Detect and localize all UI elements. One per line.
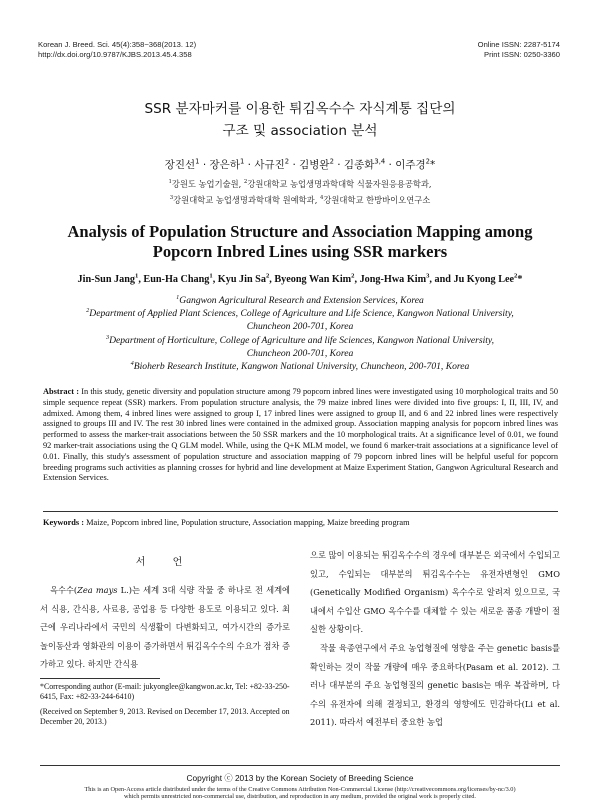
korean-title-line2: 구조 및 association 분석 [222, 123, 378, 139]
license-line: This is an Open-Access article distributed under the terms of the Creative Commons Attribution Non-Commercial License (http://creativecommons.org/licenses/by-nc/3.0) [84, 786, 516, 793]
intro-left-column [40, 581, 290, 674]
author-sep: , and [429, 274, 454, 285]
affil-text: 강원도 농업기술원, [171, 179, 244, 189]
affiliation-3 [40, 334, 560, 347]
footnote [40, 682, 292, 732]
divider [43, 511, 558, 512]
affil-text: 강원대학교 농업생명과학대학 원예학과, [173, 195, 320, 205]
affil-sup: 2 [86, 307, 90, 315]
text-run: 옥수수( [50, 585, 78, 595]
affil-sup: 3 [105, 333, 110, 341]
author: Kyu Jin Sa [217, 274, 266, 285]
affil-sup: 3 [169, 195, 174, 202]
footer-divider [40, 765, 560, 766]
author-sep: , [354, 274, 360, 285]
copyright: Copyright ⓒ 2013 by the Korean Society of Breeding Science [186, 773, 414, 783]
abstract-label: Abstract : [43, 387, 82, 396]
license-notice [40, 786, 560, 800]
english-title [0, 222, 600, 262]
author-sup: 2 [351, 272, 355, 280]
author-sup: 2 [329, 157, 334, 166]
author-sup: 3 [426, 272, 430, 280]
license-line: which permits unrestricted non-commercial use, distribution, and reproduction in any medium, provided the original work is properly cited. [123, 793, 476, 800]
print-issn: Print ISSN: 0250-3360 [484, 50, 560, 59]
affil-sup: 1 [168, 179, 172, 186]
affil-sup: 4 [130, 359, 134, 367]
author-sup: 1 [209, 272, 213, 280]
text-run: L.)는 세계 3대 식량 작물 중 하나로 전 세계에서 식용, 간식용, 사료용, 공업용 등 다양한 용도로 이용되고 있다. 최근에 우리나라에서 국민의 식생활이 다변화되고, 여가시간의 증가로 놀이동산과 영화관의 이용이 증가하면서 튀김옥수수의 수요가 점차 증가하고 있다. 하지만 간식용 [40, 585, 291, 670]
author-sep: , [269, 274, 275, 285]
affiliation-2 [40, 307, 560, 320]
author-sup: 1 [135, 272, 139, 280]
author-sup: 2 [265, 272, 270, 280]
keywords-label: Keywords : [43, 518, 87, 527]
author: Jin-Sun Jang [77, 274, 136, 285]
author: 이주경 [395, 159, 426, 171]
online-issn: Online ISSN: 2287-5174 [477, 40, 560, 49]
affiliation-1 [40, 294, 560, 307]
paragraph: 으로 많이 이용되는 튀김옥수수의 경우에 대부분은 외국에서 수입되고 있고, 수입되는 대부분의 튀김옥수수는 유전자변형인 GMO (Genetically Modified Organism) 옥수수로 알려져 있으므로, 국내에서 수입산 GMO 옥수수를 대체할 수 있는 새로운 품종 개발이 절실한 상황이다. [310, 550, 560, 635]
author: 김병완 [299, 159, 330, 171]
author: 김종화 [343, 159, 375, 171]
author: Ju Kyong Lee [453, 274, 515, 285]
english-affiliations [40, 294, 560, 373]
english-title-line2: Popcorn Inbred Lines using SSR markers [152, 242, 448, 261]
author-sep: , [138, 274, 144, 285]
affil-text: Department of Horticulture, College of Agriculture and life Sciences, Kangwon National University, [109, 334, 495, 346]
species-name: Zea mays [77, 585, 118, 595]
english-title-line1: Analysis of Population Structure and Association Mapping among [67, 222, 533, 241]
footnote-divider [40, 678, 160, 679]
korean-affil-line [0, 192, 600, 208]
affil-text: Department of Applied Plant Sciences, College of Agriculture and Life Science, Kangwon National University, [89, 308, 514, 320]
journal-header [38, 40, 196, 60]
keywords [43, 517, 558, 528]
author-sup: 1 [239, 157, 245, 166]
paragraph: 작물 육종연구에서 주요 농업형질에 영향을 주는 genetic basis를 확인하는 것이 작물 개량에 매우 중요하다(Pasam et al. 2012). 그러나 대부분의 주요 농업형질의 genetic basis는 매우 복잡하며, 다수의 유전자에 의해 결정되고, 환경의 영향에도 민감하다(Li et al. 2011). 따라서 예전부터 중요한 농업 [310, 642, 560, 728]
received-dates: (Received on September 9, 2013. Revised on December 17, 2013. Accepted on December 20, 2013.) [40, 706, 290, 727]
author: Byeong Wan Kim [274, 274, 352, 285]
affil-sup: 4 [319, 195, 324, 202]
author-sup: 2 [514, 272, 518, 280]
author: 장진선 [164, 159, 196, 171]
affil-sup: 2 [243, 179, 248, 186]
abstract [43, 387, 558, 484]
doi-link[interactable]: http://dx.doi.org/10.9787/KJBS.2013.45.4.358 [38, 50, 192, 59]
english-authors [0, 274, 600, 285]
author-sup: 2 [425, 157, 430, 166]
affil-text: 강원대학교 한방바이오연구소 [323, 195, 431, 205]
corresponding-mark: * [517, 274, 523, 285]
corresponding-author: *Corresponding author (E-mail: jukyonglee@kangwon.ac.kr, Tel: +82-33-250-6415, Fax: +82-33-244-6410) [40, 682, 290, 702]
author-sup: 3,4 [374, 157, 386, 166]
korean-affiliations [0, 176, 600, 208]
intro-right-column [310, 546, 560, 732]
affil-text: 강원대학교 농업생명과학대학 식물자원응용공학과, [247, 179, 432, 189]
affiliation-3-cont: Chuncheon 200-701, Korea [246, 347, 354, 359]
korean-title [0, 98, 600, 142]
paragraph [40, 581, 290, 674]
section-heading-introduction: 서 언 [135, 557, 195, 568]
author: Eun-Ha Chang [143, 274, 210, 285]
keywords-text: Maize, Popcorn inbred line, Population structure, Association mapping, Maize breeding program [86, 518, 410, 527]
affiliation-4 [40, 360, 560, 373]
author: 사규진 [254, 159, 285, 171]
author-sup: 1 [195, 157, 200, 166]
affil-text: Bioherb Research Institute, Kangwon National University, Chuncheon, 200-701, Korea [133, 361, 470, 373]
affil-text: Gangwon Agricultural Research and Extension Services, Korea [179, 295, 424, 306]
abstract-text: In this study, genetic diversity and population structure among 79 popcorn inbred lines were investigated using 10 morphological traits and 50 simple sequence repeat (SSR) markers. From population structure analysis, the 79 maize inbred lines were divided into five groups: I, II, III, IV, and admixed. Among them, 4 inbred lines were assigned to group I, 17 inbred lines were assigned to group II, and 6 and 22 inbred lines were respectively assigned to groups III and IV. The rest 30 inbred lines were contained in the admixed group. Association mapping analysis for popcorn inbred lines was performed to assess the marker-trait associations between the 50 SSR markers and the 10 morphological traits. At a significance level of 0.01, we found 92 marker-trait associations using the Q GLM model. While, using the Q+K MLM model, we found 6 marker-trait associations at a significance level of 0.01. Finally, this study's assessment of population structure and association mapping of 79 popcorn inbred lines will be helpful useful for popcorn breeding programs such activities as planning crosses for hybrid and line development at Maize Experiment Station, Gangwon Agricultural Research and Extension Services. [43, 387, 558, 483]
author: 장은하 [209, 159, 240, 171]
affiliation-2-cont: Chuncheon 200-701, Korea [246, 321, 354, 333]
korean-title-line1: SSR 분자마커를 이용한 튀김옥수수 자식계통 집단의 [144, 101, 456, 117]
affil-sup: 1 [176, 293, 180, 301]
journal-citation: Korean J. Breed. Sci. 45(4):358~368(2013. 12) [38, 40, 197, 49]
author-sep: , [212, 274, 218, 285]
issn-block [478, 40, 560, 60]
author: Jong-Hwa Kim [359, 274, 427, 285]
author-sup: 2 [284, 157, 290, 166]
corresponding-mark: * [430, 159, 436, 171]
korean-affil-line [0, 176, 600, 192]
korean-authors: 장진선$^1$ · 장은하$^1$ · 사규진$^2$ · 김병완$^2$ · 김종화$^{3,4}$ · 이주경$^2$* [164, 157, 436, 171]
